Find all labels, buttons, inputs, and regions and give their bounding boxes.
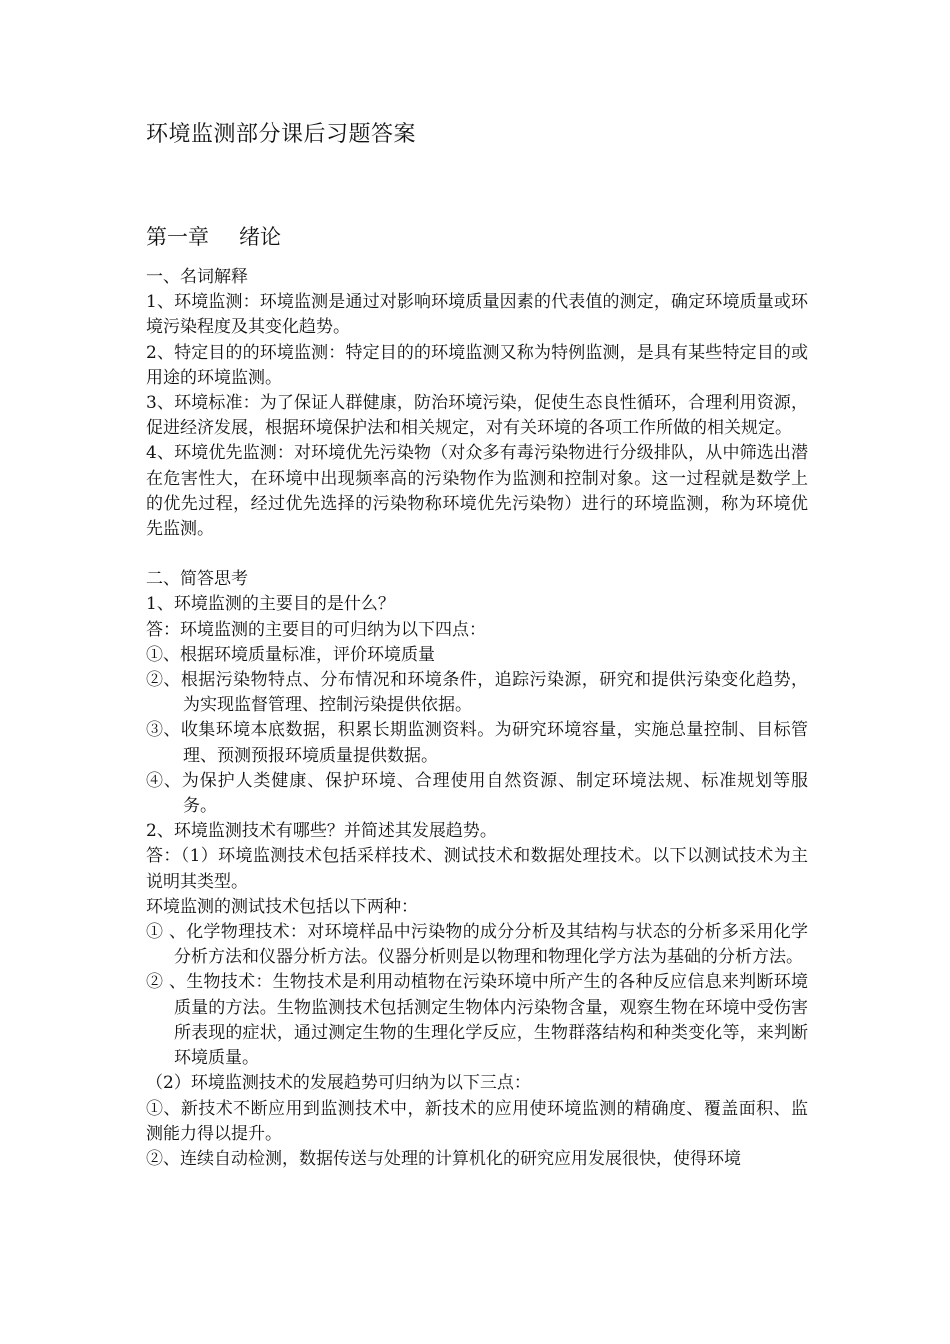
document-title: 环境监测部分课后习题答案 (146, 122, 417, 147)
answer-point: ②、根据污染物特点、分布情况和环境条件，追踪污染源，研究和提供污染变化趋势，为实现监督管理、控制污染提供依据。 (146, 670, 808, 716)
answer-point: ②、连续自动检测，数据传送与处理的计算机化的研究应用发展很快，使得环境 (146, 1148, 741, 1169)
section-heading: 二、简答思考 (146, 569, 248, 590)
chapter-name: 绪论 (239, 225, 281, 249)
section-heading: 一、名词解释 (146, 267, 248, 287)
answer-point: ④、为保护人类健康、保护环境、合理使用自然资源、制定环境法规、标准规划等服务。 (146, 770, 808, 817)
document-body (146, 265, 808, 1172)
answer-paragraph: （2）环境监测技术的发展趋势可归纳为以下三点： (146, 1073, 531, 1094)
question: 1、环境监测的主要目的是什么？ (146, 594, 395, 615)
definition-item: 3、环境标准：为了保证人群健康，防治环境污染，促使生态良性循环，合理利用资源，促进经济发展，根据环境保护法和相关规定，对有关环境的各项工作所做的相关规定。 (146, 393, 808, 439)
question: 2、环境监测技术有哪些？并简述其发展趋势。 (146, 821, 497, 842)
paragraph-spacer (146, 542, 808, 567)
definition-item: 1、环境监测：环境监测是通过对影响环境质量因素的代表值的测定，确定环境质量或环境污染程度及其变化趋势。 (146, 292, 808, 338)
definition-item: 2、特定目的的环境监测：特定目的的环境监测又称为特例监测，是具有某些特定目的或用途的环境监测。 (146, 342, 808, 388)
answer-point: ② 、生物技术：生物技术是利用动植物在污染环境中所产生的各种反应信息来判断环境质量的方法。生物监测技术包括测定生物体内污染物含量，观察生物在环境中受伤害所表现的症状，通过测定生物的生理化学反应，生物群落结构和种类变化等，来判断环境质量。 (146, 972, 808, 1069)
answer-point: ①、新技术不断应用到监测技术中，新技术的应用使环境监测的精确度、覆盖面积、监测能力得以提升。 (146, 1098, 808, 1144)
answer-point: ①、根据环境质量标准，评价环境质量 (146, 644, 435, 665)
answer-paragraph: 环境监测的测试技术包括以下两种： (146, 896, 418, 917)
chapter-number: 第一章 (146, 225, 209, 249)
chapter-title (146, 222, 281, 252)
answer-point: ③、收集环境本底数据，积累长期监测资料。为研究环境容量，实施总量控制、目标管理、预测预报环境质量提供数据。 (146, 720, 808, 766)
answer-intro: 答：环境监测的主要目的可归纳为以下四点： (146, 619, 486, 640)
answer-paragraph: 答：（1）环境监测技术包括采样技术、测试技术和数据处理技术。以下以测试技术为主说明其类型。 (146, 846, 808, 892)
definition-item: 4、环境优先监测：对环境优先污染物（对众多有毒污染物进行分级排队，从中筛选出潜在危害性大，在环境中出现频率高的污染物作为监测和控制对象。这一过程就是数学上的优先过程，经过优先选择的污染物称环境优先污染物）进行的环境监测，称为环境优先监测。 (146, 443, 808, 540)
answer-point: ① 、化学物理技术：对环境样品中污染物的成分分析及其结构与状态的分析多采用化学分析方法和仪器分析方法。仪器分析则是以物理和物理化学方法为基础的分析方法。 (146, 922, 808, 968)
